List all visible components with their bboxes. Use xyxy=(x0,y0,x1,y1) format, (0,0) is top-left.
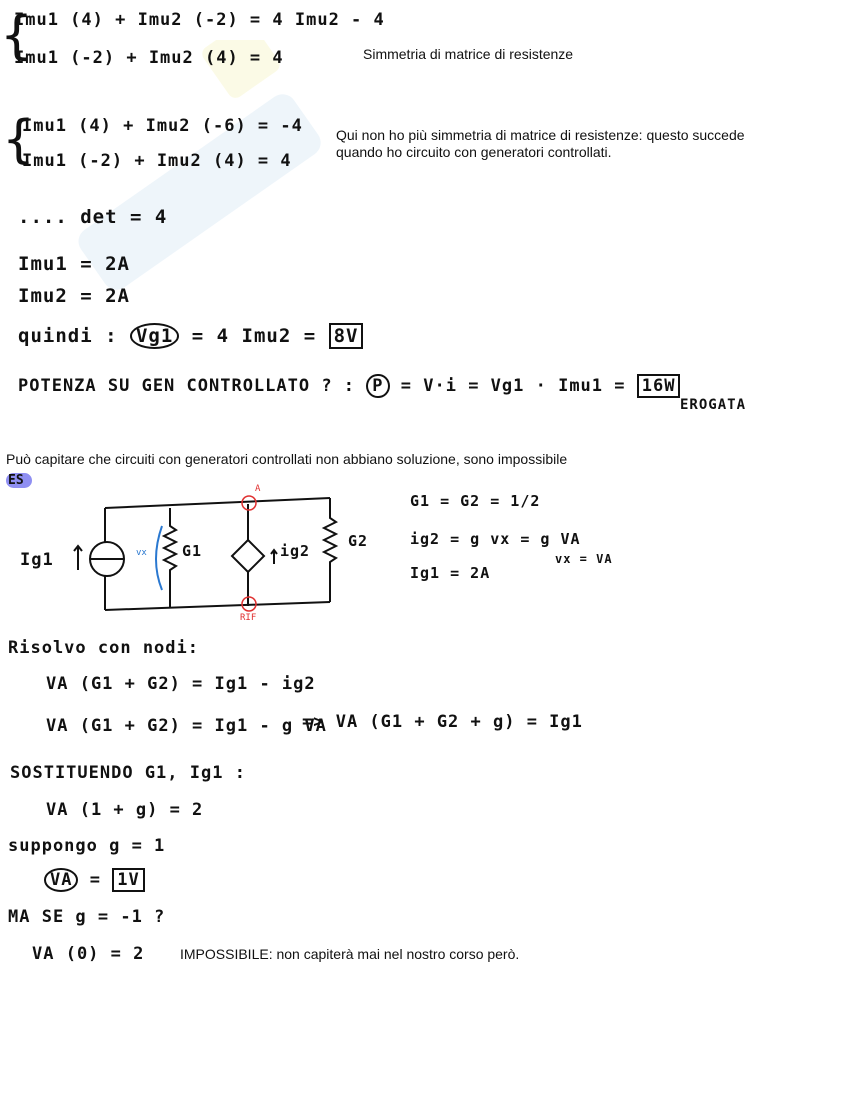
bottom-wire xyxy=(105,602,330,610)
power-circled-p: P xyxy=(366,374,389,398)
system1-eq2: Imu1 (-2) + Imu2 (4) = 4 xyxy=(14,48,284,68)
brace-system-1: { xyxy=(0,6,34,66)
system2-eq2: Imu1 (-2) + Imu2 (4) = 4 xyxy=(22,151,292,171)
nodal-eq3: VA (1 + g) = 2 xyxy=(46,800,204,820)
es-label: ES xyxy=(6,473,32,488)
impossible-note: IMPOSSIBILE: non capiterà mai nel nostro corso però. xyxy=(180,946,520,962)
system1-eq1: Imu1 (4) + Imu2 (-2) = 4 Imu2 - 4 xyxy=(14,10,385,30)
circuit-g2-label: G2 xyxy=(348,532,369,550)
source-arrow-icon xyxy=(74,546,82,570)
quindi-prefix: quindi : xyxy=(18,325,118,347)
intro-text: Può capitare che circuiti con generatori controllati non abbiano soluzione, sono impossibile xyxy=(6,451,568,467)
param-line-2: ig2 = g vx = g VA xyxy=(410,530,581,548)
nodal-eq2-result: => VA (G1 + G2 + g) = Ig1 xyxy=(302,712,583,732)
imu2-result: Imu2 = 2A xyxy=(18,285,130,307)
quindi-middle: = 4 Imu2 = xyxy=(191,325,317,347)
nodal-eq4: VA (0) = 2 xyxy=(32,944,145,964)
circuit-dep-label: ig2 xyxy=(280,542,311,560)
power-label: POTENZA SU GEN CONTROLLATO ? : xyxy=(18,376,356,396)
va-circled: VA xyxy=(44,868,78,892)
quindi-line xyxy=(18,325,363,347)
det-line: .... det = 4 xyxy=(18,206,168,228)
circuit-g1-label: G1 xyxy=(182,542,203,560)
top-wire xyxy=(105,498,330,508)
nodal-eq2: VA (G1 + G2) = Ig1 - g VA xyxy=(46,716,327,736)
nodal-question: MA SE g = -1 ? xyxy=(8,907,166,927)
va-result-line xyxy=(44,870,145,890)
vx-arc-icon xyxy=(156,526,162,590)
nodal-title: Risolvo con nodi: xyxy=(8,638,199,658)
param-line-1: G1 = G2 = 1/2 xyxy=(410,492,541,510)
nodal-subst: SOSTITUENDO G1, Ig1 : xyxy=(10,763,246,783)
dep-arrow-icon xyxy=(271,550,277,564)
system2-note: Qui non ho più simmetria di matrice di resistenze: questo succede quando ho circuito con generatori controllati. xyxy=(336,127,745,160)
power-boxed-16w: 16W xyxy=(637,374,681,398)
circuit-source-label: Ig1 xyxy=(20,550,54,570)
dependent-source-icon xyxy=(232,540,264,572)
circuit-node-ref-label: RIF xyxy=(240,613,257,623)
quindi-boxed-8v: 8V xyxy=(329,323,364,349)
param-line-2-sub: vx = VA xyxy=(555,552,613,566)
va-boxed-1v: 1V xyxy=(112,868,144,892)
system2-eq1: Imu1 (4) + Imu2 (-6) = -4 xyxy=(22,116,303,136)
va-equals: = xyxy=(89,870,101,890)
brace-system-2: { xyxy=(2,110,36,170)
power-line xyxy=(18,376,680,396)
param-line-3: Ig1 = 2A xyxy=(410,564,491,582)
nodal-eq1: VA (G1 + G2) = Ig1 - ig2 xyxy=(46,674,316,694)
circuit-vx-label: vx xyxy=(136,548,147,558)
system1-note: Simmetria di matrice di resistenze xyxy=(363,46,574,62)
power-expr: = V·i = Vg1 · Imu1 = xyxy=(400,376,626,396)
power-erogata: EROGATA xyxy=(680,397,747,413)
imu1-result: Imu1 = 2A xyxy=(18,253,130,275)
resistor-g2-icon xyxy=(324,498,336,602)
resistor-g1-icon xyxy=(164,508,176,608)
circuit-node-a-label: A xyxy=(255,484,261,494)
nodal-suppose: suppongo g = 1 xyxy=(8,836,166,856)
quindi-circled-vg1: Vg1 xyxy=(130,323,179,349)
